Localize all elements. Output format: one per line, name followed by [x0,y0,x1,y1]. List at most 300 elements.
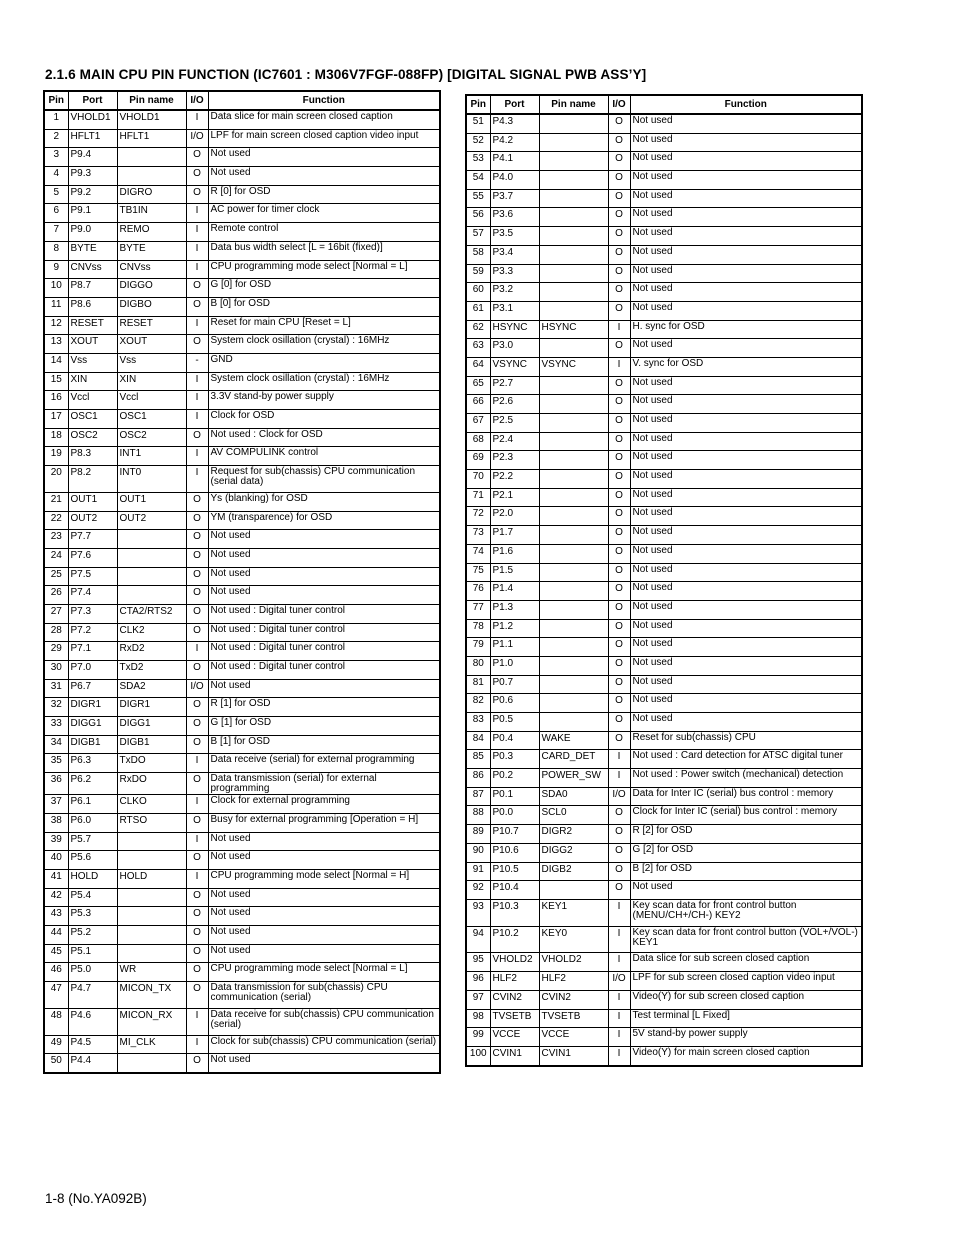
function-cell: LPF for main screen closed caption video input [208,129,440,148]
pin-name-cell: RTSO [117,813,186,832]
table-row [44,754,440,773]
pin-cell: 15 [44,372,68,391]
io-cell: O [608,862,630,881]
pin-name-cell [539,451,608,470]
table-row [466,713,862,732]
pin-name-cell: BYTE [117,241,186,260]
table-row [466,171,862,190]
table-row [44,982,440,1009]
port-cell: P6.2 [68,773,117,795]
pin-cell: 25 [44,567,68,586]
table-row [466,825,862,844]
io-cell: O [608,731,630,750]
header-function: Function [208,91,440,110]
pin-cell: 28 [44,623,68,642]
pin-name-cell: MICON_TX [117,982,186,1009]
pin-cell: 14 [44,353,68,372]
port-cell: P8.2 [68,466,117,493]
pin-name-cell [117,851,186,870]
port-cell: P9.4 [68,148,117,167]
function-cell: GND [208,353,440,372]
table-row [466,301,862,320]
pin-cell: 22 [44,511,68,530]
io-cell: O [186,167,208,186]
pin-name-cell: OUT2 [117,511,186,530]
function-cell: Not used [630,432,862,451]
function-cell: Not used [630,563,862,582]
pin-cell: 79 [466,638,490,657]
port-cell: P4.2 [490,133,539,152]
io-cell: O [186,944,208,963]
port-cell: P9.2 [68,185,117,204]
function-cell: Not used [630,301,862,320]
table-row [466,414,862,433]
pin-name-cell: POWER_SW [539,769,608,788]
table-row [466,488,862,507]
pin-name-cell [117,167,186,186]
io-cell: O [186,907,208,926]
function-cell: Data for Inter IC (serial) bus control : memory [630,787,862,806]
pin-name-cell: DIGG1 [117,717,186,736]
port-cell: Vccl [68,391,117,410]
pin-cell: 75 [466,563,490,582]
header-port: Port [490,95,539,114]
port-cell: P3.0 [490,339,539,358]
io-cell: O [608,619,630,638]
header-pin-name: Pin name [539,95,608,114]
table-row [466,694,862,713]
pin-name-cell: REMO [117,223,186,242]
table-header-row [466,95,862,114]
pin-cell: 50 [44,1054,68,1073]
function-cell: H. sync for OSD [630,320,862,339]
port-cell: HFLT1 [68,129,117,148]
pin-cell: 30 [44,661,68,680]
function-cell: Not used [630,470,862,489]
port-cell: P6.3 [68,754,117,773]
io-cell: I [608,990,630,1009]
port-cell: P3.2 [490,283,539,302]
pin-name-cell: VSYNC [539,357,608,376]
function-cell: Data transmission for sub(chassis) CPU communication (serial) [208,982,440,1009]
io-cell: I [186,832,208,851]
port-cell: VCCE [490,1028,539,1047]
pin-name-cell [539,470,608,489]
io-cell: I [186,204,208,223]
pin-cell: 84 [466,731,490,750]
pin-name-cell [117,1054,186,1073]
io-cell: O [608,825,630,844]
function-cell: Not used [208,148,440,167]
header-port: Port [68,91,117,110]
pin-name-cell: CVIN2 [539,990,608,1009]
io-cell: O [186,717,208,736]
pin-cell: 40 [44,851,68,870]
function-cell: V. sync for OSD [630,357,862,376]
pin-name-cell [539,638,608,657]
function-cell: Not used [630,227,862,246]
table-row [44,907,440,926]
port-cell: P10.5 [490,862,539,881]
pin-name-cell [117,530,186,549]
port-cell: P3.1 [490,301,539,320]
table-row [44,642,440,661]
pin-name-cell: VHOLD1 [117,110,186,129]
table-row [466,600,862,619]
port-cell: P7.2 [68,623,117,642]
io-cell: I/O [608,787,630,806]
port-cell: P7.0 [68,661,117,680]
function-cell: Not used [630,656,862,675]
port-cell: DIGG1 [68,717,117,736]
io-cell: O [608,189,630,208]
table-row [44,466,440,493]
function-cell: Data slice for main screen closed caption [208,110,440,129]
pin-name-cell [539,245,608,264]
io-cell: I [608,320,630,339]
port-cell: P1.7 [490,526,539,545]
port-cell: P7.7 [68,530,117,549]
pin-name-cell: MI_CLK [117,1035,186,1054]
table-row [44,129,440,148]
pin-cell: 21 [44,492,68,511]
pin-name-cell [539,432,608,451]
table-row [44,110,440,129]
pin-name-cell [539,675,608,694]
port-cell: P5.0 [68,963,117,982]
function-cell: Not used [208,530,440,549]
pin-name-cell: TxD2 [117,661,186,680]
pin-name-cell: WAKE [539,731,608,750]
pin-cell: 24 [44,548,68,567]
pin-cell: 53 [466,152,490,171]
function-cell: B [2] for OSD [630,862,862,881]
pin-cell: 13 [44,335,68,354]
pin-cell: 34 [44,735,68,754]
pin-cell: 98 [466,1009,490,1028]
table-row [44,148,440,167]
pin-name-cell [117,907,186,926]
pin-name-cell: MICON_RX [117,1008,186,1035]
io-cell: O [608,264,630,283]
function-cell: Not used [630,451,862,470]
function-cell: Not used [630,675,862,694]
pin-table-right [465,94,863,1067]
pin-cell: 39 [44,832,68,851]
port-cell: P4.4 [68,1054,117,1073]
function-cell: Not used [208,548,440,567]
table-row [466,189,862,208]
table-row [466,1028,862,1047]
table-row [44,185,440,204]
io-cell: O [186,586,208,605]
pin-table-left [43,90,441,1074]
port-cell: P5.4 [68,888,117,907]
io-cell: O [608,544,630,563]
table-row [466,395,862,414]
function-cell: Busy for external programming [Operation = H] [208,813,440,832]
pin-name-cell: TxDO [117,754,186,773]
table-row [44,372,440,391]
header-function: Function [630,95,862,114]
port-cell: P5.1 [68,944,117,963]
table-row [466,656,862,675]
function-cell: Key scan data for front control button (VOL+/VOL-) KEY1 [630,926,862,953]
pin-name-cell [539,133,608,152]
port-cell: P2.6 [490,395,539,414]
pin-name-cell: WR [117,963,186,982]
port-cell: P1.1 [490,638,539,657]
pin-cell: 95 [466,953,490,972]
pin-name-cell [117,944,186,963]
function-cell: Not used [208,679,440,698]
function-cell: Data bus width select [L = 16bit (fixed)] [208,241,440,260]
pin-cell: 8 [44,241,68,260]
table-row [44,511,440,530]
pin-cell: 59 [466,264,490,283]
pin-cell: 3 [44,148,68,167]
function-cell: Ys (blanking) for OSD [208,492,440,511]
io-cell: O [186,530,208,549]
port-cell: P5.2 [68,925,117,944]
io-cell: O [608,245,630,264]
io-cell: I [186,447,208,466]
page-title: 2.1.6 MAIN CPU PIN FUNCTION (IC7601 : M306V7FGF-088FP) [DIGITAL SIGNAL PWB ASS’Y] [45,67,647,82]
port-cell: P1.0 [490,656,539,675]
port-cell: CVIN2 [490,990,539,1009]
function-cell: AC power for timer clock [208,204,440,223]
port-cell: P9.3 [68,167,117,186]
table-row [466,750,862,769]
function-cell: Clock for external programming [208,795,440,814]
io-cell: I [186,869,208,888]
table-row [466,787,862,806]
pin-name-cell: INT1 [117,447,186,466]
pin-cell: 69 [466,451,490,470]
page-footer: 1-8 (No.YA092B) [45,1191,147,1206]
pin-name-cell [117,548,186,567]
pin-cell: 16 [44,391,68,410]
function-cell: Not used [630,638,862,657]
header-pin-name: Pin name [117,91,186,110]
pin-name-cell: RESET [117,316,186,335]
io-cell: O [608,283,630,302]
table-row [44,795,440,814]
pin-name-cell: HFLT1 [117,129,186,148]
pin-cell: 49 [44,1035,68,1054]
pin-cell: 80 [466,656,490,675]
function-cell: System clock osillation (crystal) : 16MHz [208,335,440,354]
pin-cell: 66 [466,395,490,414]
table-row [44,410,440,429]
port-cell: P8.3 [68,447,117,466]
io-cell: I [186,795,208,814]
port-cell: OUT2 [68,511,117,530]
port-cell: P5.7 [68,832,117,851]
function-cell: Not used [208,907,440,926]
pin-cell: 42 [44,888,68,907]
port-cell: OUT1 [68,492,117,511]
io-cell: I [608,1028,630,1047]
port-cell: P7.1 [68,642,117,661]
io-cell: O [608,488,630,507]
port-cell: DIGB1 [68,735,117,754]
pin-cell: 29 [44,642,68,661]
port-cell: P10.2 [490,926,539,953]
pin-cell: 9 [44,260,68,279]
port-cell: P0.4 [490,731,539,750]
io-cell: O [186,604,208,623]
port-cell: P0.5 [490,713,539,732]
function-cell: 3.3V stand-by power supply [208,391,440,410]
table-row [466,972,862,991]
table-row [44,735,440,754]
io-cell: O [608,171,630,190]
table-row [466,926,862,953]
port-cell: P3.5 [490,227,539,246]
pin-name-cell: DIGBO [117,297,186,316]
table-row [466,526,862,545]
port-cell: P2.3 [490,451,539,470]
io-cell: O [186,548,208,567]
io-cell: O [608,395,630,414]
function-cell: Not used [630,208,862,227]
io-cell: I [186,241,208,260]
port-cell: P7.6 [68,548,117,567]
function-cell: Not used [208,167,440,186]
function-cell: Reset for main CPU [Reset = L] [208,316,440,335]
port-cell: VHOLD1 [68,110,117,129]
table-row [44,773,440,795]
port-cell: P7.4 [68,586,117,605]
table-row [44,661,440,680]
function-cell: R [0] for OSD [208,185,440,204]
pin-name-cell: TB1IN [117,204,186,223]
function-cell: CPU programming mode select [Normal = H] [208,869,440,888]
port-cell: CNVss [68,260,117,279]
io-cell: I/O [186,679,208,698]
port-cell: VHOLD2 [490,953,539,972]
port-cell: P0.3 [490,750,539,769]
port-cell: P3.4 [490,245,539,264]
port-cell: P4.0 [490,171,539,190]
function-cell: Data receive (serial) for external programming [208,754,440,773]
table-row [466,133,862,152]
io-cell: I [186,260,208,279]
port-cell: P1.4 [490,582,539,601]
pin-name-cell [539,208,608,227]
function-cell: Not used [630,488,862,507]
io-cell: I [608,357,630,376]
io-cell: I [608,769,630,788]
table-row [44,391,440,410]
table-row [44,963,440,982]
table-row [466,357,862,376]
function-cell: AV COMPULINK control [208,447,440,466]
pin-cell: 100 [466,1046,490,1065]
pin-name-cell [539,619,608,638]
function-cell: 5V stand-by power supply [630,1028,862,1047]
table-row [466,152,862,171]
pin-cell: 92 [466,881,490,900]
port-cell: VSYNC [490,357,539,376]
port-cell: Vss [68,353,117,372]
pin-cell: 41 [44,869,68,888]
pin-cell: 46 [44,963,68,982]
function-cell: Clock for sub(chassis) CPU communication (serial) [208,1035,440,1054]
io-cell: I/O [608,972,630,991]
pin-cell: 35 [44,754,68,773]
port-cell: P4.5 [68,1035,117,1054]
table-row [44,316,440,335]
port-cell: RESET [68,316,117,335]
table-row [466,451,862,470]
pin-name-cell [539,264,608,283]
table-row [466,1046,862,1065]
function-cell: Not used [208,851,440,870]
pin-name-cell: DIGR1 [117,698,186,717]
io-cell: I [608,1046,630,1065]
function-cell: Not used [208,567,440,586]
io-cell: O [186,511,208,530]
pin-cell: 26 [44,586,68,605]
function-cell: Not used : Card detection for ATSC digital tuner [630,750,862,769]
io-cell: O [608,152,630,171]
pin-cell: 51 [466,114,490,133]
port-cell: P4.1 [490,152,539,171]
function-cell: Not used [208,586,440,605]
pin-name-cell [117,586,186,605]
pin-name-cell [539,544,608,563]
table-row [466,843,862,862]
table-row [466,245,862,264]
port-cell: P1.3 [490,600,539,619]
function-cell: Not used [630,694,862,713]
function-cell: B [0] for OSD [208,297,440,316]
io-cell: O [186,185,208,204]
port-cell: P10.7 [490,825,539,844]
pin-cell: 20 [44,466,68,493]
io-cell: I [186,466,208,493]
table-row [466,769,862,788]
pin-name-cell [117,148,186,167]
io-cell: O [608,600,630,619]
function-cell: Video(Y) for main screen closed caption [630,1046,862,1065]
table-row [44,604,440,623]
pin-cell: 31 [44,679,68,698]
function-cell: Remote control [208,223,440,242]
table-header-row [44,91,440,110]
io-cell: O [608,843,630,862]
function-cell: CPU programming mode select [Normal = L] [208,260,440,279]
port-cell: P0.1 [490,787,539,806]
io-cell: I [186,223,208,242]
io-cell: O [608,432,630,451]
pin-cell: 63 [466,339,490,358]
port-cell: P8.7 [68,279,117,298]
function-cell: R [1] for OSD [208,698,440,717]
table-row [44,925,440,944]
table-row [44,869,440,888]
io-cell: O [608,563,630,582]
pin-cell: 87 [466,787,490,806]
pin-name-cell: TVSETB [539,1009,608,1028]
io-cell: O [186,335,208,354]
table-row [44,335,440,354]
pin-name-cell: VCCE [539,1028,608,1047]
pin-name-cell: DIGB1 [117,735,186,754]
pin-cell: 27 [44,604,68,623]
